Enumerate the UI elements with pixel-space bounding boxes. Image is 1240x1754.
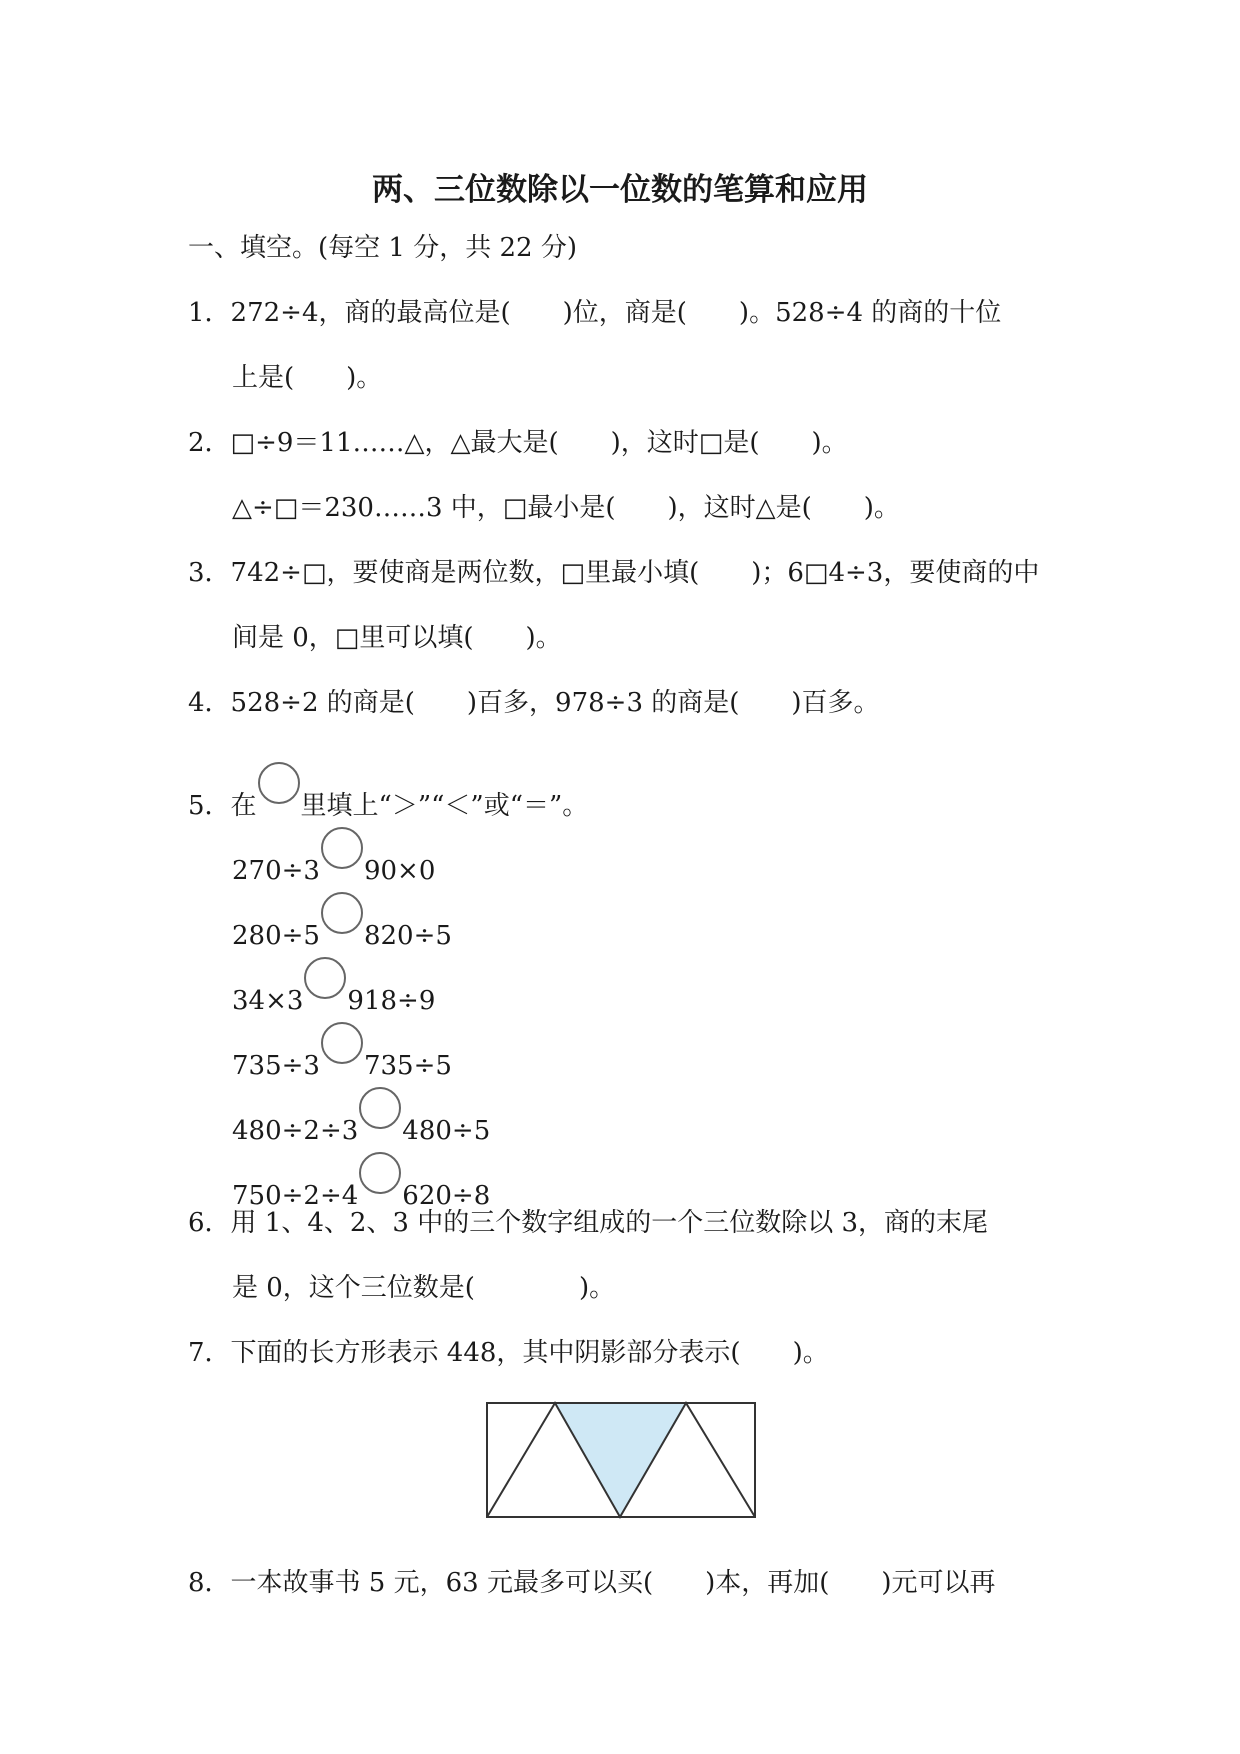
q7: 7．下面的长方形表示 448，其中阴影部分表示( )。 — [188, 1338, 829, 1368]
section-heading: 一、填空。(每空 1 分，共 22 分) — [188, 233, 577, 263]
q5-item — [232, 1152, 490, 1212]
q5-left: 480÷2÷3 — [232, 1116, 359, 1146]
q8: 8．一本故事书 5 元，63 元最多可以买( )本，再加( )元可以再 — [188, 1568, 996, 1598]
q4: 4．528÷2 的商是( )百多，978÷3 的商是( )百多。 — [188, 688, 880, 718]
circle-icon — [258, 762, 300, 804]
q5-right: 620÷8 — [402, 1181, 491, 1211]
q5-item — [232, 1022, 452, 1082]
q5-left: 735÷3 — [232, 1051, 320, 1081]
q5-right: 480÷5 — [402, 1116, 491, 1146]
q5-right: 918÷9 — [347, 986, 436, 1016]
q5-post: 里填上“＞”“＜”或“＝”。 — [300, 791, 589, 821]
q5-left: 270÷3 — [232, 856, 320, 886]
q5-right: 735÷5 — [363, 1051, 452, 1081]
compare-circle[interactable] — [321, 1022, 363, 1064]
q5-item — [232, 1087, 490, 1147]
compare-circle[interactable] — [321, 892, 363, 934]
q5-left: 280÷5 — [232, 921, 320, 951]
q2-line1: 2．□÷9＝11……△，△最大是( )，这时□是( )。 — [188, 428, 848, 458]
q5-item — [232, 827, 435, 887]
compare-circle[interactable] — [321, 827, 363, 869]
shaded-triangle — [555, 1403, 686, 1517]
q1-line2: 上是( )。 — [232, 363, 383, 393]
compare-circle[interactable] — [304, 957, 346, 999]
q1-line1: 1．272÷4，商的最高位是( )位，商是( )。528÷4 的商的十位 — [188, 298, 1002, 328]
q5-item — [232, 892, 452, 952]
q6-line2: 是 0，这个三位数是( )。 — [232, 1273, 616, 1303]
q5-left: 750÷2÷4 — [232, 1181, 359, 1211]
q5-item — [232, 957, 435, 1017]
compare-circle[interactable] — [359, 1087, 401, 1129]
page-title: 两、三位数除以一位数的笔算和应用 — [372, 172, 868, 208]
q5-right: 90×0 — [363, 856, 436, 886]
q6-line1: 6．用 1、4、2、3 中的三个数字组成的一个三位数除以 3，商的末尾 — [188, 1208, 989, 1238]
q5-left: 34×3 — [232, 986, 304, 1016]
q5-prompt — [188, 762, 588, 822]
q5-pre: 5．在 — [188, 791, 257, 821]
q5-right: 820÷5 — [363, 921, 452, 951]
compare-circle[interactable] — [359, 1152, 401, 1194]
q3-line2: 间是 0，□里可以填( )。 — [232, 623, 562, 653]
q2-line2: △÷□＝230……3 中，□最小是( )，这时△是( )。 — [232, 493, 900, 523]
rectangle-diagram — [480, 1396, 760, 1524]
q3-line1: 3．742÷□，要使商是两位数，□里最小填( )；6□4÷3，要使商的中 — [188, 558, 1040, 588]
